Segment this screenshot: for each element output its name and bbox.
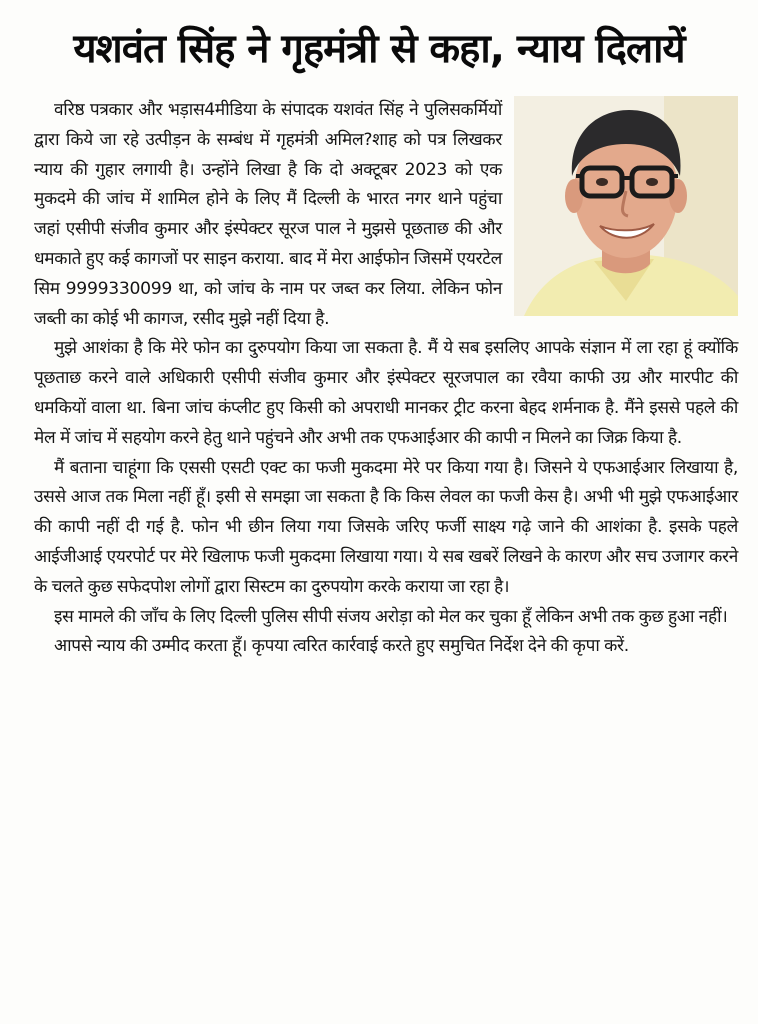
paragraph-2: मुझे आशंका है कि मेरे फोन का दुरुपयोग किया जा सकता है. मैं ये सब इसलिए आपके संज्ञान में ला रहा हूं क्योंकि पूछताछ करने वाले अधिकारी एसीपी संजीव कुमार और इंस्पेक्टर सूरजपाल का रवैया काफी उग्र और मारपीट की धमकियों वाला था. बिना जांच कंप्लीट हुए किसी को अपराधी मानकर ट्रीट करना बेहद शर्मनाक है. मैंने इससे पहले की मेल में जांच में सहयोग करने हेतु थाने पहुंचने और अभी तक एफआईआर की कापी न मिलने का जिक्र किया है.	[34, 338, 738, 448]
photo-wrap-spacer	[502, 96, 738, 322]
headline: यशवंत सिंह ने गृहमंत्री से कहा, न्याय दिलायें	[73, 26, 685, 72]
paragraph-3: मैं बताना चाहूंगा कि एससी एसटी एक्ट का फजी मुकदमा मेरे पर किया गया है। जिसने ये एफआईआर लिखाया है, उससे आज तक मिला नहीं हूँ। इसी से समझा जा सकता है कि किस लेवल का फजी केस है। अभी भी मुझे एफआईआर की कापी नहीं दी गई है. फोन भी छीन लिया गया जिसके जरिए फर्जी साक्ष्य गढ़े जाने की आशंका है. इसके पहले आईजीआई एयरपोर्ट पर मेरे खिलाफ फजी मुकदमा लिखाया गया। ये सब खबरें लिखने के कारण और सच उजागर करने के चलते कुछ सफेदपोश लोगों द्वारा सिस्टम का दुरुपयोग करके कराया जा रहा है।	[34, 457, 738, 597]
paragraph-5: आपसे न्याय की उम्मीद करता हूँ। कृपया त्वरित कार्रवाई करते हुए समुचित निर्देश देने की कृपा करें.	[54, 636, 629, 657]
paragraph-1: वरिष्ठ पत्रकार और भड़ास4मीडिया के संपादक यशवंत सिंह ने पुलिसकर्मियों द्वारा किये जा रहे उत्पीड़न के सम्बंध में गृहमंत्री अमिल?शाह को पत्र लिखकर न्याय की गुहार लगायी है। उन्होंने लिखा है कि दो अक्टूबर 2023 को एक मुकदमे की जांच में शामिल होने के लिए मैं दिल्ली के भारत नगर थाने पहुंचा जहां एसीपी संजीव कुमार और इंस्पेक्टर सूरज पाल ने मुझसे पूछताछ की और धमकाते हुए कई कागजों पर साइन कराया. बाद में मेरा आईफोन जिसमें एयरटेल सिम 9999330099 था, को जांच के नाम पर जब्त कर लिया. लेकिन फोन जब्ती का कोई भी कागज, रसीद मुझे नहीं दिया है.	[34, 100, 502, 329]
article-body	[34, 96, 738, 662]
paragraph-4: इस मामले की जाँच के लिए दिल्ली पुलिस सीपी संजय अरोड़ा को मेल कर चुका हूँ लेकिन अभी तक कुछ हुआ नहीं।	[54, 606, 728, 627]
